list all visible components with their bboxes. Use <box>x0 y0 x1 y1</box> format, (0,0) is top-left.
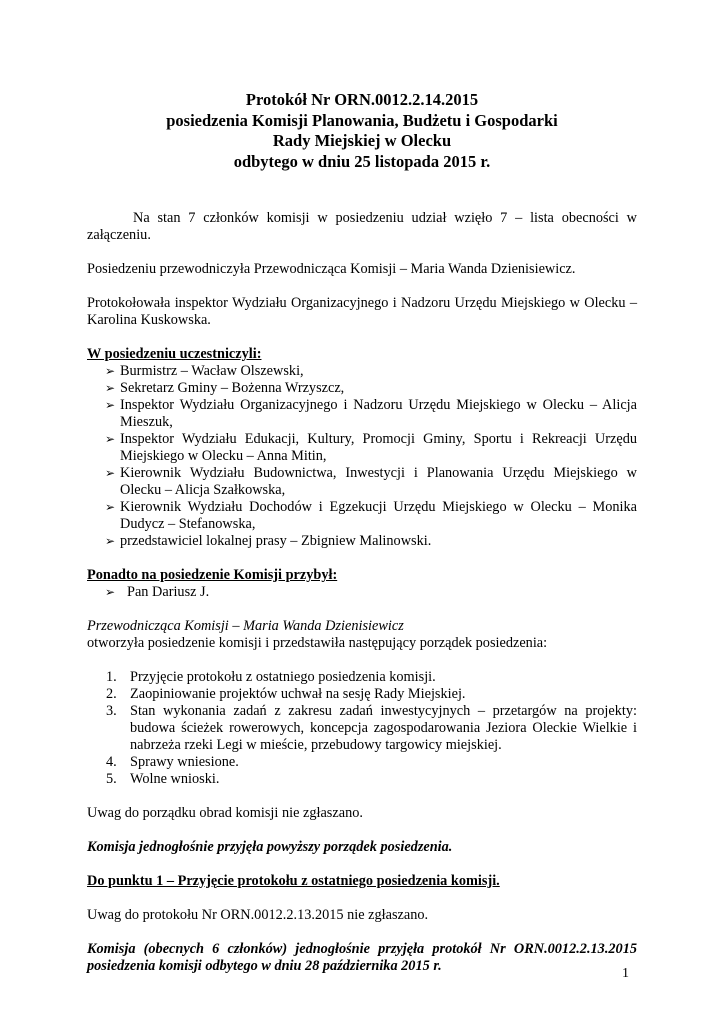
document-page <box>87 90 637 975</box>
arrow-bullet-icon: ➢ <box>105 466 116 480</box>
arrow-bullet-icon: ➢ <box>105 381 116 395</box>
list-item: ➢ Inspektor Wydziału Organizacyjnego i Nadzoru Urzędu Miejskiego w Olecku – Alicja Mieszuk, <box>105 397 637 430</box>
minutes-paragraph: Protokołowała inspektor Wydziału Organizacyjnego i Nadzoru Urzędu Miejskiego w Olecku – Karolina Kuskowska. <box>87 295 637 328</box>
arrow-bullet-icon: ➢ <box>105 398 116 412</box>
list-item: ➢ Sekretarz Gminy – Bożenna Wrzyszcz, <box>105 380 345 396</box>
additional-list <box>87 584 637 601</box>
list-item: ➢ Pan Dariusz J. <box>105 584 210 600</box>
opening-speaker: Przewodnicząca Komisji – Maria Wanda Dzienisiewicz <box>87 618 404 634</box>
arrow-bullet-icon: ➢ <box>105 364 116 378</box>
point1-heading: Do punktu 1 – Przyjęcie protokołu z ostatniego posiedzenia komisji. <box>87 873 500 889</box>
list-item: ➢ Inspektor Wydziału Edukacji, Kultury, Promocji Gminy, Sportu i Rekreacji Urzędu Miejskiego w Olecku – Anna Mitin, <box>105 431 637 464</box>
participants-heading: W posiedzeniu uczestniczyli: <box>87 346 262 362</box>
list-item: ➢ Kierownik Wydziału Dochodów i Egzekucji Urzędu Miejskiego w Olecku – Monika Dudycz – Stefanowska, <box>105 499 637 532</box>
participants-list <box>87 363 637 550</box>
point1-remark: Uwag do protokołu Nr ORN.0012.2.13.2015 nie zgłaszano. <box>87 907 429 923</box>
protocol-number: Protokół Nr ORN.0012.2.14.2015 <box>245 90 479 109</box>
arrow-bullet-icon: ➢ <box>105 534 116 548</box>
point1-resolution: Komisja (obecnych 6 członków) jednogłośnie przyjęła protokół Nr ORN.0012.2.13.2015 posiedzenia komisji odbytego w dniu 28 października 2015 r. <box>87 941 637 974</box>
agenda-item: 5. Wolne wnioski. <box>106 771 220 787</box>
opening-text: otworzyła posiedzenie komisji i przedstawiła następujący porządek posiedzenia: <box>87 635 548 651</box>
list-item: ➢ przedstawiciel lokalnej prasy – Zbigniew Malinowski. <box>105 533 432 549</box>
agenda-list <box>87 669 637 788</box>
document-header <box>87 90 637 172</box>
no-remarks-agenda: Uwag do porządku obrad komisji nie zgłaszano. <box>87 805 363 821</box>
committee-name: posiedzenia Komisji Planowania, Budżetu i Gospodarki <box>166 110 558 130</box>
agenda-accepted: Komisja jednogłośnie przyjęła powyższy porządek posiedzenia. <box>87 839 453 855</box>
arrow-bullet-icon: ➢ <box>105 585 116 599</box>
page-number: 1 <box>622 966 629 981</box>
meeting-date: odbytego w dniu 25 listopada 2015 r. <box>233 151 491 171</box>
agenda-item: 1. Przyjęcie protokołu z ostatniego posiedzenia komisji. <box>106 669 436 685</box>
list-item: ➢ Kierownik Wydziału Budownictwa, Inwestycji i Planowania Urzędu Miejskiego w Olecku – Alicja Szałkowska, <box>105 465 637 498</box>
council-name: Rady Miejskiej w Olecku <box>272 131 452 150</box>
chair-paragraph: Posiedzeniu przewodniczyła Przewodnicząca Komisji – Maria Wanda Dzienisiewicz. <box>87 261 576 277</box>
arrow-bullet-icon: ➢ <box>105 432 116 446</box>
arrow-bullet-icon: ➢ <box>105 500 116 514</box>
agenda-item: 4. Sprawy wniesione. <box>106 754 239 770</box>
list-item: ➢ Burmistrz – Wacław Olszewski, <box>105 363 304 379</box>
additional-heading: Ponadto na posiedzenie Komisji przybył: <box>87 567 338 583</box>
agenda-item: 3. Stan wykonania zadań z zakresu zadań inwestycyjnych – przetargów na projekty: budowa ścieżek rowerowych, koncepcja zagospodarowania Jeziora Oleckie Wielkie i nabrzeża rzeki Legi w mieście, przebudowy targowicy miejskiej. <box>106 703 637 753</box>
intro-paragraph: Na stan 7 członków komisji w posiedzeniu udział wzięło 7 – lista obecności w załączeniu. <box>87 210 637 243</box>
agenda-item: 2. Zaopiniowanie projektów uchwał na sesję Rady Miejskiej. <box>106 686 466 702</box>
